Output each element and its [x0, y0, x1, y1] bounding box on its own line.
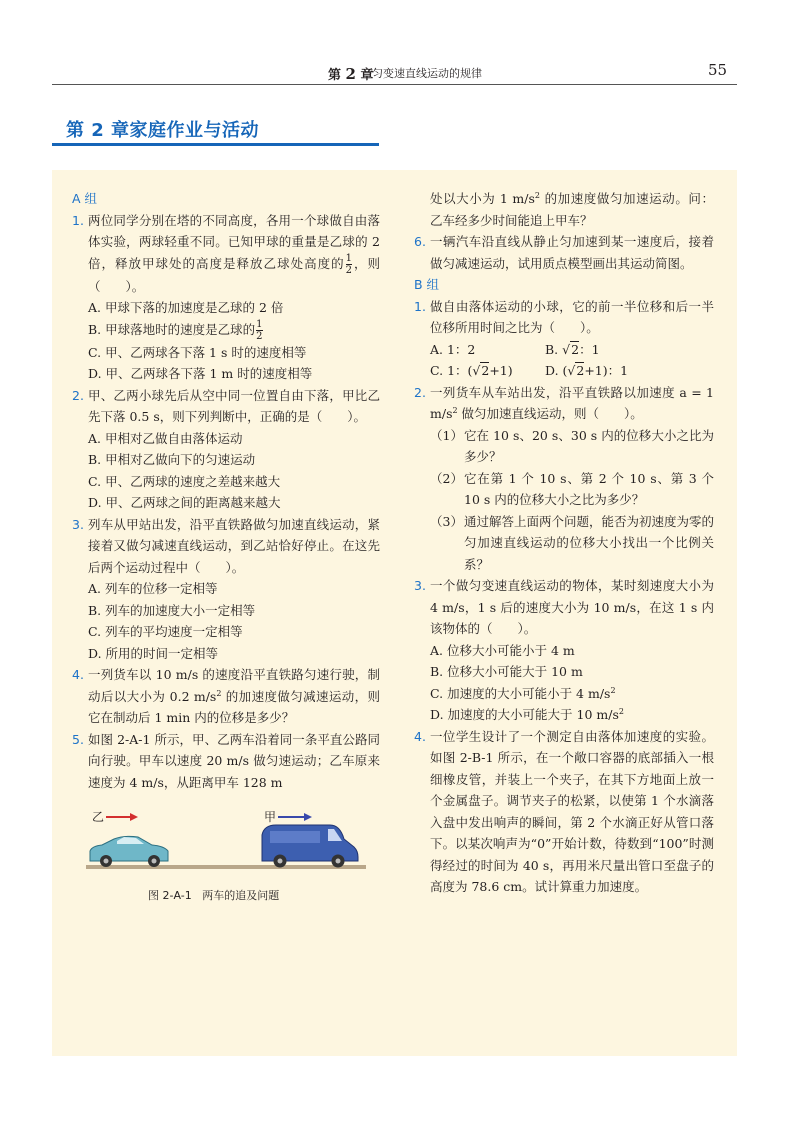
- right-column: [414, 188, 714, 898]
- sub-question: [414, 425, 714, 468]
- superscript: 2: [216, 688, 222, 698]
- question-a3: [72, 514, 380, 579]
- option-text: +1)：1: [584, 363, 629, 378]
- chapter-suffix: 章: [360, 68, 374, 83]
- yi-arrow-head: [130, 813, 138, 821]
- question-b4: [414, 726, 714, 898]
- option: C. 甲、乙两球各下落 1 s 时的速度相等: [88, 344, 307, 360]
- group-a-label: A 组: [72, 191, 98, 206]
- option: A. 甲球下落的加速度是乙球的 2 倍: [88, 300, 284, 315]
- option-text: D. 加速度的大小可能大于 10 m/s: [430, 707, 619, 722]
- option-row: [414, 360, 714, 382]
- question-a2: [72, 385, 380, 428]
- sub-question-number: （3）: [430, 513, 463, 529]
- superscript: 2: [534, 190, 541, 200]
- question-text: 一列货车从车站出发，沿平直铁路以加速度 a = 1 m/s: [430, 384, 714, 421]
- option: A. 甲相对乙做自由落体运动: [88, 430, 243, 446]
- road: [86, 865, 366, 869]
- sub-question-text: 通过解答上面两个问题，能否为初速度为零的匀加速直线运动的位移大小找出一个比例关系？: [464, 513, 715, 572]
- question-number: 2.: [72, 387, 84, 403]
- radicand: 2: [576, 363, 585, 378]
- option: B. 甲相对乙做向下的匀速运动: [88, 452, 256, 467]
- fraction-denominator: 2: [345, 264, 352, 276]
- option: C. 列车的平均速度一定相等: [88, 624, 243, 639]
- option: D. 所用的时间一定相等: [88, 645, 219, 661]
- option-text: +1): [489, 363, 513, 378]
- radicand: 2: [481, 363, 490, 378]
- question-text: 做自由落体运动的小球，它的前一半位移和后一半位移所用时间之比为（ ）。: [430, 298, 714, 335]
- option: D. 甲、乙两球之间的距离越来越大: [88, 495, 281, 510]
- chapter-number: 2: [345, 65, 356, 83]
- sub-question-number: （1）: [430, 427, 463, 443]
- question-tail: ，则（ ）。: [88, 255, 380, 294]
- question-text-cont: 做匀加速直线运动，则（ ）。: [457, 406, 643, 421]
- question-text: 列车从甲站出发，沿平直铁路做匀加速直线运动，紧接着又做匀减速直线运动，到乙站恰好停止。在这先后两个运动过程中（ ）。: [88, 516, 380, 575]
- question-text: 一位学生设计了一个测定自由落体加速度的实验。如图 2-B-1 所示，在一个敞口容器的底部插入一根细橡皮管，并装上一个夹子，在其下方地面上放一个金属盘子。调节夹子的松紧，以使第 1 个水滴落入盘中发出响声的瞬间，第 2 个水滴正好从管口落下。以某次响声为“0”开始计数，待数到“100”时测得经过的时间为 40 s，再用米尺量出管口至盘子的高度为 78.6 cm。试计算重力加速度。: [430, 728, 714, 894]
- question-a5-continued: [414, 188, 714, 231]
- question-text: 如图 2-A-1 所示，甲、乙两车沿着同一条平直公路同向行驶。甲车以速度 20 m/s 做匀速运动；乙车原来速度为 4 m/s，从距离甲车 128 m: [88, 731, 380, 790]
- option-text: D. (: [545, 363, 568, 378]
- option-text: C. 1：(: [430, 363, 473, 378]
- question-number: 4.: [414, 728, 426, 744]
- jia-arrow-head: [304, 813, 312, 821]
- sub-question-text: 它在 10 s、20 s、30 s 内的位移大小之比为多少？: [464, 427, 714, 464]
- question-text: 两位同学分别在塔的不同高度，各用一个球做自由落体实验，两球轻重不同。已知甲球的重量是乙球的 2 倍，释放甲球处的高度是释放乙球处高度的: [88, 212, 380, 271]
- option: B. √2：1: [545, 341, 600, 357]
- radicand: 2: [571, 341, 580, 357]
- superscript: 2: [452, 405, 458, 415]
- question-a1: [72, 210, 380, 298]
- question-b2: [414, 382, 714, 425]
- sub-question-text: 它在第 1 个 10 s、第 2 个 10 s、第 3 个 10 s 内的位移大小之比为多少？: [464, 470, 714, 507]
- sedan-car-icon: [90, 836, 168, 867]
- question-text-cont: 的加速度做匀加速运动。问：乙车经多少时间能追上甲车？: [430, 191, 714, 228]
- question-text-cont: 的加速度做匀减速运动，则它在制动后 1 min 内的位移是多少？: [88, 688, 380, 725]
- figure-caption: [72, 885, 380, 907]
- question-number: 4.: [72, 667, 84, 682]
- caption-text: 两车的追及问题: [202, 889, 280, 902]
- fraction-numerator: 1: [345, 252, 352, 264]
- option: C. 1：(√2+1): [430, 363, 513, 378]
- option-text: B.: [545, 341, 563, 357]
- figure-2-a-1: [72, 799, 380, 879]
- label-jia: 甲: [264, 810, 277, 824]
- chapter-prefix: 第: [328, 68, 342, 83]
- option-text: B. 甲球落地时的速度是乙球的: [88, 321, 256, 337]
- car-chase-illustration: [72, 799, 380, 879]
- option-text: C. 加速度的大小可能小于 4 m/s: [430, 685, 611, 701]
- fraction-denominator: 2: [256, 330, 263, 342]
- question-b3: [414, 575, 714, 640]
- question-number: 1.: [414, 298, 426, 314]
- option: A. 位移大小可能小于 4 m: [430, 642, 575, 658]
- question-a4: [72, 664, 380, 729]
- question-a6: [414, 231, 714, 274]
- question-text: 甲、乙两小球先后从空中同一位置自由下落，甲比乙先下落 0.5 s，则下列判断中，正确的是（ ）。: [88, 387, 380, 424]
- question-text: 处以大小为 1 m/s: [430, 191, 535, 206]
- option: D. 甲、乙两球各下落 1 m 时的速度相等: [88, 366, 313, 381]
- option: [414, 704, 714, 726]
- question-number: 3.: [72, 516, 84, 532]
- question-number: 5.: [72, 731, 84, 747]
- chapter-title: 匀变速直线运动的规律: [372, 67, 482, 80]
- option-text: ：1: [579, 341, 600, 357]
- superscript: 2: [618, 706, 624, 716]
- question-number: 3.: [414, 578, 426, 593]
- question-a5: [72, 729, 380, 794]
- label-yi: 乙: [92, 810, 105, 824]
- option: B. 列车的加速度大小一定相等: [88, 602, 256, 618]
- sub-question-number: （2）: [430, 470, 463, 486]
- option: [414, 683, 714, 705]
- van-icon: [262, 825, 358, 868]
- sub-question: [414, 511, 714, 576]
- question-number: 2.: [414, 384, 426, 400]
- option: D. (√2+1)：1: [545, 363, 629, 378]
- option: A. 列车的位移一定相等: [88, 581, 218, 596]
- option: [72, 319, 380, 342]
- option: A. 1：2: [430, 341, 476, 357]
- superscript: 2: [610, 685, 616, 695]
- question-b1: [414, 296, 714, 339]
- page-number: 55: [708, 61, 728, 79]
- sub-question: [414, 468, 714, 511]
- option: C. 甲、乙两球的速度之差越来越大: [88, 473, 281, 489]
- section-title: 第 2 章家庭作业与活动: [66, 120, 260, 141]
- question-text: 一列货车以 10 m/s 的速度沿平直铁路匀速行驶，制动后以大小为 0.2 m/s: [88, 667, 380, 704]
- question-number: 1.: [72, 212, 84, 228]
- option: B. 位移大小可能大于 10 m: [430, 664, 583, 679]
- group-b-label: B 组: [414, 277, 440, 292]
- fraction: [256, 319, 262, 342]
- header-rule: [52, 84, 737, 85]
- question-text: 一辆汽车沿直线从静止匀加速到某一速度后，接着做匀减速运动，试用质点模型画出其运动简图。: [430, 234, 714, 271]
- section-rule: [52, 143, 379, 146]
- fraction: [346, 253, 352, 276]
- question-text: 一个做匀变速直线运动的物体，某时刻速度大小为 4 m/s，1 s 后的速度大小为 10 m/s，在这 1 s 内该物体的（ ）。: [430, 578, 714, 636]
- chapter-label: [328, 64, 374, 83]
- left-column: [72, 188, 380, 907]
- question-number: 6.: [414, 234, 426, 249]
- fraction-numerator: 1: [256, 318, 263, 330]
- caption-number: 图 2-A-1: [148, 889, 192, 902]
- option-row: [414, 339, 714, 361]
